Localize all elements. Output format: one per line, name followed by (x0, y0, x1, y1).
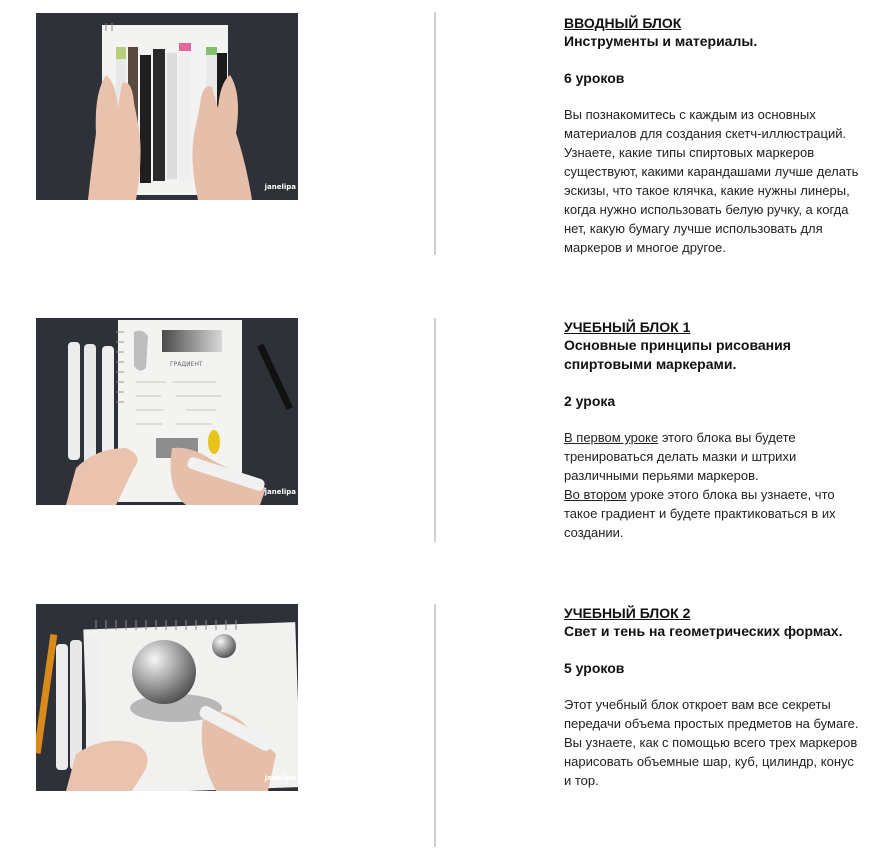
block-subtitle: Основные принципы рисования спиртовыми маркерами. (564, 337, 791, 372)
block-description: Вы познакомитесь с каждым из основных материалов для создания скетч-иллюстраций. Узнаете, какие типы спиртовых маркеров существуют, какими карандашами лучше делать эскизы, что такое клячка, какие нужны линеры, когда нужно использовать белую ручку, а когда нет, какую бумагу лучше использовать для маркеров и многое другое. (564, 107, 859, 255)
block-heading: ВВОДНЫЙ БЛОК (564, 15, 682, 31)
block2-video-thumbnail[interactable] (36, 604, 298, 791)
sphere-sketch-photo (36, 604, 298, 791)
intro-video-thumbnail[interactable] (36, 13, 298, 200)
block-subtitle: Инструменты и материалы. (564, 33, 758, 49)
markers-photo (36, 13, 298, 200)
lesson-2-text: уроке этого блока вы узнаете, что такое градиент и будете практиковаться в их создании. (564, 487, 836, 540)
block1-text (564, 318, 864, 542)
watermark-text: janelipa (264, 183, 296, 191)
vertical-divider (434, 12, 436, 255)
intro-text (564, 14, 864, 257)
block-heading: УЧЕБНЫЙ БЛОК 1 (564, 319, 691, 335)
lesson-count: 5 уроков (564, 660, 625, 676)
lesson-count: 6 уроков (564, 70, 625, 86)
block-description-2: Вы узнаете, как с помощью всего трех маркеров нарисовать объемные шар, куб, цилиндр, конус и тор. (564, 735, 858, 788)
vertical-divider (434, 318, 436, 542)
watermark-text: janelipa (264, 488, 296, 496)
lesson-1-description (564, 428, 864, 485)
block-description: Этот учебный блок откроет вам все секреты передачи объема простых предметов на бумаге. (564, 697, 859, 731)
block-subtitle: Свет и тень на геометрических формах. (564, 623, 843, 639)
block2-text (564, 604, 864, 790)
lesson-count: 2 урока (564, 393, 616, 409)
block-heading: УЧЕБНЫЙ БЛОК 2 (564, 605, 691, 621)
lesson-1-link[interactable]: В первом уроке (564, 430, 659, 445)
block1-video-thumbnail[interactable] (36, 318, 298, 505)
lesson-2-link[interactable]: Во втором (564, 487, 627, 502)
sketch-label: ГРАДИЕНТ (170, 361, 203, 368)
lesson-2-description (564, 485, 864, 542)
watermark-text: janelipa (264, 774, 296, 782)
lesson-1-text: этого блока вы будете тренироваться делать мазки и штрихи различными перьями маркеров. (564, 430, 797, 483)
gradient-sketch-photo (36, 318, 298, 505)
vertical-divider (434, 604, 436, 847)
